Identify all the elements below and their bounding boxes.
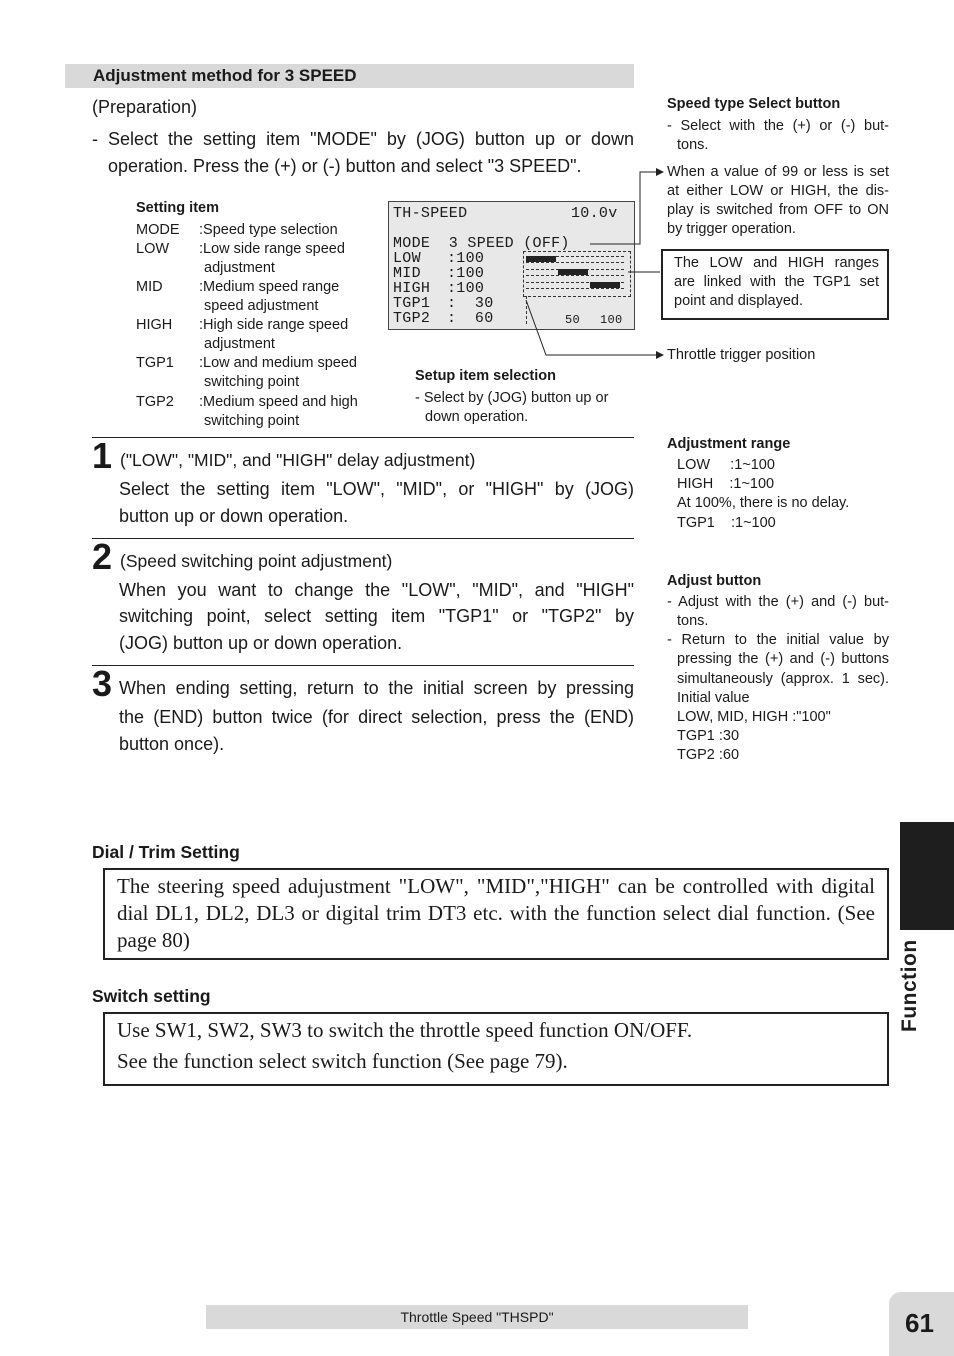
- trigger-position-note: Throttle trigger position: [667, 347, 816, 363]
- lcd-row-mid-value: :100: [447, 265, 485, 282]
- adjust-button-line5: simultaneously (approx. 1 sec).: [677, 671, 889, 687]
- step-1-rule: [92, 437, 634, 438]
- switch-setting-title: Switch setting: [92, 986, 211, 1006]
- step-3-number: 3: [92, 663, 113, 704]
- dial-trim-line1: The steering speed adujustment "LOW", "MID","HIGH" can be controlled with digital: [117, 874, 875, 898]
- lcd-row-tgp1-value: : 30: [447, 295, 494, 312]
- adjust-button-line7: LOW, MID, HIGH :"100": [677, 709, 831, 725]
- speed-type-line1: - Select with the (+) or (-) but-: [667, 118, 889, 134]
- footer-bar: [206, 1305, 748, 1329]
- preparation-label: (Preparation): [92, 97, 198, 117]
- adjust-range-title: Adjustment range: [667, 436, 791, 452]
- step-1-head: ("LOW", "MID", and "HIGH" delay adjustment): [120, 450, 476, 470]
- adjust-range-high: HIGH :1~100: [677, 476, 775, 492]
- setting-item-title: Setting item: [136, 200, 219, 216]
- dial-trim-line3: page 80): [117, 928, 190, 952]
- lcd-voltage: 10.0v: [571, 205, 618, 222]
- step-3-head: When ending setting, return to the initial screen by pressing: [119, 678, 634, 698]
- step-2-head: (Speed switching point adjustment): [120, 551, 393, 571]
- step-2-rule: [92, 538, 634, 539]
- lcd-mode-line: MODE 3 SPEED (OFF): [393, 235, 570, 252]
- adjust-button-line9: TGP2 :60: [677, 747, 740, 763]
- dial-trim-box: [103, 868, 889, 960]
- dial-trim-title: Dial / Trim Setting: [92, 842, 240, 862]
- step-3-body-2: button once).: [119, 734, 225, 754]
- preparation-text-1: - Select the setting item "MODE" by (JOG) button up or down: [92, 129, 634, 149]
- step-3-rule: [92, 665, 634, 666]
- step-2-body-1: When you want to change the "LOW", "MID", and "HIGH": [119, 580, 634, 600]
- switch-setting-line2: See the function select switch function (See page 79).: [117, 1049, 568, 1073]
- lcd-row-tgp2-label: TGP2: [393, 310, 431, 327]
- lcd-row-tgp2-value: : 60: [447, 310, 494, 327]
- lcd-row-mid-label: MID: [393, 265, 421, 282]
- linked-ranges-box: The LOW and HIGH ranges are linked with the TGP1 set point and displayed.: [661, 249, 889, 320]
- lcd-row-low-value: :100: [447, 250, 485, 267]
- lcd-title: TH-SPEED: [393, 205, 468, 222]
- adjust-button-line2: tons.: [677, 613, 709, 629]
- adjust-button-line6: Initial value: [677, 690, 750, 706]
- adjust-button-line1: - Adjust with the (+) and (-) but-: [667, 594, 889, 610]
- page-number: 61: [905, 1308, 934, 1338]
- side-tab-block: [900, 822, 954, 930]
- lcd-row-high-label: HIGH: [393, 280, 431, 297]
- adjust-range-tgp1: TGP1 :1~100: [677, 515, 776, 531]
- step-2-body-2: switching point, select setting item "TGP1" or "TGP2" by: [119, 606, 634, 626]
- step-1-number: 1: [92, 435, 113, 476]
- lcd-row-tgp1-label: TGP1: [393, 295, 431, 312]
- step-1-body-2: button up or down operation.: [119, 506, 349, 526]
- step-1-body-1: Select the setting item "LOW", "MID", or "HIGH" by (JOG): [119, 479, 634, 499]
- off-on-note-1: When a value of 99 or less is set: [667, 164, 889, 180]
- off-on-note-3: play is switched from OFF to ON: [667, 202, 889, 218]
- page-number-box: [889, 1292, 954, 1356]
- adjust-range-low: LOW :1~100: [677, 457, 775, 473]
- speed-type-line2: tons.: [677, 137, 709, 153]
- lcd-scale-50: 50: [565, 313, 581, 327]
- setup-item-line2: down operation.: [425, 409, 529, 425]
- step-2-number: 2: [92, 536, 113, 577]
- step-3-body-1: the (END) button twice (for direct selection, press the (END): [119, 707, 634, 727]
- dial-trim-line2: dial DL1, DL2, DL3 or digital trim DT3 etc. with the function select dial function. (See: [117, 901, 875, 925]
- lcd-row-low-label: LOW: [393, 250, 421, 267]
- lcd-row-high-value: :100: [447, 280, 485, 297]
- step-2-body-3: (JOG) button up or down operation.: [119, 633, 403, 653]
- off-on-note-4: by trigger operation.: [667, 221, 796, 237]
- adjust-button-line4: pressing the (+) and (-) buttons: [677, 651, 889, 667]
- adjust-button-line3: - Return to the initial value by: [667, 632, 889, 648]
- switch-setting-box: [103, 1012, 889, 1086]
- side-tab-label: Function: [898, 939, 921, 1032]
- speed-type-title: Speed type Select button: [667, 96, 841, 112]
- adjust-range-note: At 100%, there is no delay.: [677, 495, 850, 511]
- footer-title: Throttle Speed "THSPD": [400, 1309, 554, 1325]
- section-title: Adjustment method for 3 SPEED: [93, 66, 357, 85]
- setting-item-list: MODE :Speed type selection LOW :Low side range speed adjustment MID :Medium speed range speed adjustment HIGH :High side range speed adjustment TGP1 :Low and medium speed switching point TGP2 :Medium speed and high switching point: [136, 222, 358, 429]
- off-on-note-2: at either LOW or HIGH, the dis-: [667, 183, 889, 199]
- switch-setting-line1: Use SW1, SW2, SW3 to switch the throttle speed function ON/OFF.: [117, 1018, 693, 1042]
- adjust-button-line8: TGP1 :30: [677, 728, 740, 744]
- setup-item-title: Setup item selection: [415, 368, 557, 384]
- lcd-scale-100: 100: [600, 313, 623, 327]
- preparation-text-2: operation. Press the (+) or (-) button and select "3 SPEED".: [108, 156, 582, 176]
- adjust-button-title: Adjust button: [667, 573, 762, 589]
- setup-item-line1: - Select by (JOG) button up or: [415, 390, 609, 406]
